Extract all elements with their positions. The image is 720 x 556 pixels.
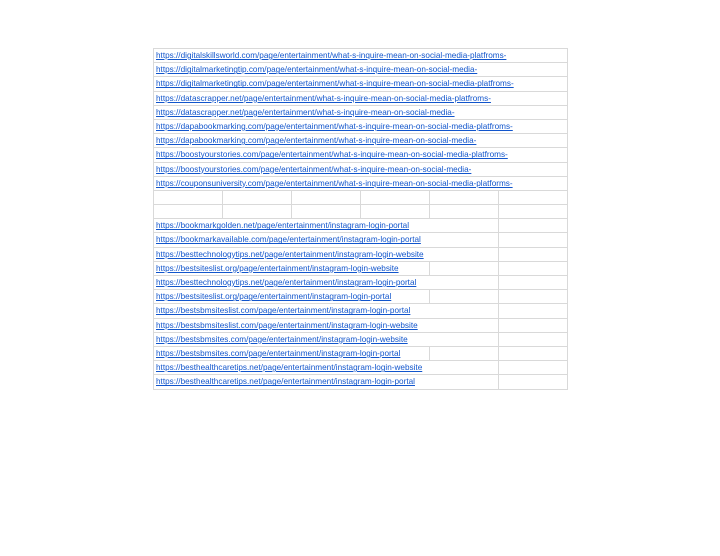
url-link[interactable]: https://besthealthcaretips.net/page/entertainment/instagram-login-website — [156, 361, 423, 374]
grid-cell[interactable] — [499, 248, 568, 261]
table-row — [154, 77, 568, 91]
url-link[interactable]: https://couponsuniversity.com/page/entertainment/what-s-inquire-mean-on-social-media-platforms- — [156, 177, 514, 190]
table-row — [154, 92, 568, 106]
grid-cell[interactable] — [430, 191, 499, 204]
table-row — [154, 120, 568, 134]
table-row — [154, 49, 568, 63]
url-link[interactable]: https://digitalmarketingtip.com/page/entertainment/what-s-inquire-mean-on-social-media-platfroms- — [156, 77, 515, 90]
table-row — [154, 375, 568, 389]
grid-cell[interactable] — [430, 205, 499, 218]
url-link[interactable]: https://bestsbmsiteslist.com/page/entertainment/instagram-login-website — [156, 319, 419, 332]
grid-cell[interactable] — [499, 290, 568, 303]
url-link[interactable]: https://datascrapper.net/page/entertainment/what-s-inquire-mean-on-social-media- — [156, 106, 456, 119]
grid-cell[interactable] — [499, 205, 568, 218]
grid-cell[interactable] — [499, 276, 568, 289]
grid-cell[interactable] — [499, 347, 568, 360]
grid-cell[interactable] — [499, 375, 568, 388]
url-link[interactable]: https://besttechnologytips.net/page/entertainment/instagram-login-portal — [156, 276, 417, 289]
url-link[interactable]: https://bestsbmsites.com/page/entertainment/instagram-login-portal — [156, 347, 401, 360]
table-row — [154, 148, 568, 162]
url-link[interactable]: https://boostyourstories.com/page/entertainment/what-s-inquire-mean-on-social-media- — [156, 163, 472, 176]
table-row — [154, 134, 568, 148]
spreadsheet-grid — [153, 48, 568, 390]
empty-row — [154, 191, 568, 205]
table-row — [154, 319, 568, 333]
grid-cell[interactable] — [430, 347, 499, 360]
grid-cell[interactable] — [223, 191, 292, 204]
grid-cell[interactable] — [499, 233, 568, 246]
table-row — [154, 219, 568, 233]
url-link[interactable]: https://bookmarkgolden.net/page/entertainment/instagram-login-portal — [156, 219, 410, 232]
url-link[interactable]: https://besttechnologytips.net/page/entertainment/instagram-login-website — [156, 248, 425, 261]
grid-cell[interactable] — [499, 262, 568, 275]
grid-cell[interactable] — [361, 205, 430, 218]
grid-cell[interactable] — [499, 304, 568, 317]
url-link[interactable]: https://dapabookmarking.com/page/entertainment/what-s-inquire-mean-on-social-media-platfroms- — [156, 120, 514, 133]
grid-cell[interactable] — [154, 191, 223, 204]
table-row — [154, 106, 568, 120]
table-row — [154, 163, 568, 177]
table-row — [154, 304, 568, 318]
empty-row — [154, 205, 568, 219]
grid-cell[interactable] — [499, 333, 568, 346]
grid-cell[interactable] — [361, 191, 430, 204]
url-link[interactable]: https://bestsiteslist.org/page/entertainment/instagram-login-website — [156, 262, 400, 275]
url-link[interactable]: https://datascrapper.net/page/entertainment/what-s-inquire-mean-on-social-media-platfroms- — [156, 92, 492, 105]
table-row — [154, 333, 568, 347]
url-link[interactable]: https://bestsiteslist.org/page/entertainment/instagram-login-portal — [156, 290, 392, 303]
url-link[interactable]: https://digitalmarketingtip.com/page/entertainment/what-s-inquire-mean-on-social-media- — [156, 63, 478, 76]
url-link[interactable]: https://besthealthcaretips.net/page/entertainment/instagram-login-portal — [156, 375, 416, 388]
grid-cell[interactable] — [499, 361, 568, 374]
table-row — [154, 276, 568, 290]
table-row — [154, 290, 568, 304]
grid-cell[interactable] — [154, 205, 223, 218]
table-row — [154, 177, 568, 191]
grid-cell[interactable] — [499, 319, 568, 332]
grid-cell[interactable] — [223, 205, 292, 218]
url-link[interactable]: https://bestsbmsiteslist.com/page/entertainment/instagram-login-portal — [156, 304, 411, 317]
grid-cell[interactable] — [430, 262, 499, 275]
table-row — [154, 347, 568, 361]
table-row — [154, 262, 568, 276]
grid-cell[interactable] — [499, 191, 568, 204]
table-row — [154, 361, 568, 375]
grid-cell[interactable] — [292, 205, 361, 218]
url-link[interactable]: https://bestsbmsites.com/page/entertainment/instagram-login-website — [156, 333, 409, 346]
table-row — [154, 63, 568, 77]
grid-cell[interactable] — [292, 191, 361, 204]
grid-cell[interactable] — [430, 290, 499, 303]
table-row — [154, 233, 568, 247]
url-link[interactable]: https://bookmarkavailable.com/page/entertainment/instagram-login-portal — [156, 233, 422, 246]
table-row — [154, 248, 568, 262]
url-link[interactable]: https://boostyourstories.com/page/entertainment/what-s-inquire-mean-on-social-media-platfroms- — [156, 148, 509, 161]
grid-cell[interactable] — [499, 219, 568, 232]
url-link[interactable]: https://dapabookmarking.com/page/entertainment/what-s-inquire-mean-on-social-media- — [156, 134, 477, 147]
url-link[interactable]: https://digitalskillsworld.com/page/entertainment/what-s-inquire-mean-on-social-media-platfroms- — [156, 49, 507, 62]
